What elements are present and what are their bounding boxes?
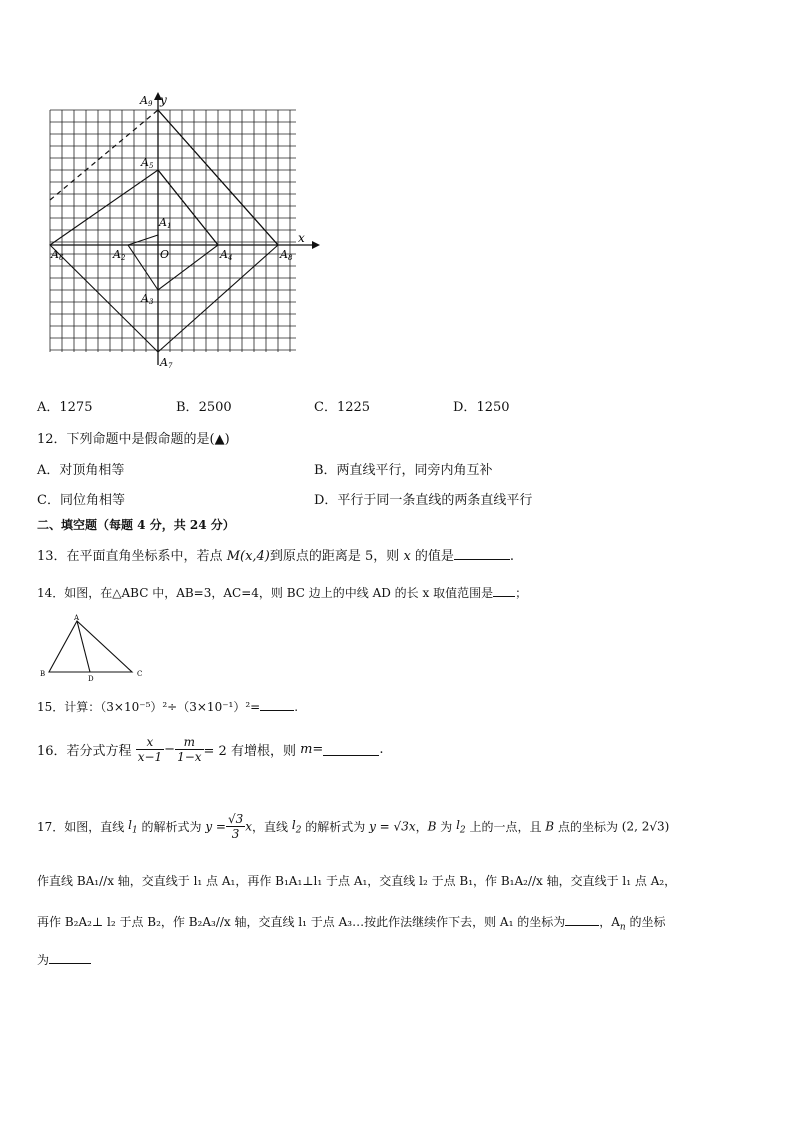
q16-answer-blank[interactable] — [323, 743, 379, 756]
label-a6: A6 — [51, 248, 64, 262]
tri-label-a: A — [74, 614, 80, 622]
q17-answer-blank-2[interactable] — [49, 951, 91, 964]
label-a7: A7 — [160, 356, 173, 370]
q13-answer-blank[interactable] — [454, 547, 510, 560]
label-a5: A5 — [141, 156, 154, 170]
section-heading-fill-in: 二、填空题（每题 4 分，共 24 分） — [37, 518, 235, 532]
q13: 13．在平面直角坐标系中，若点 M(x,4)到原点的距离是 5，则 x 的值是 . — [37, 549, 515, 564]
q16: 16．若分式方程 $\frac{x}{x-1}$ − $\frac{m}{1-x}$ = 2 有增根，则 m= . — [37, 735, 384, 764]
tri-label-d: D — [88, 675, 94, 683]
label-a3: A3 — [141, 292, 154, 306]
q15-answer-blank[interactable] — [260, 698, 294, 711]
label-a1: A1 — [159, 216, 172, 230]
q12-option-a[interactable]: A．对顶角相等 — [37, 463, 125, 478]
coordinate-grid-figure — [40, 90, 330, 375]
q12-option-b[interactable]: B．两直线平行，同旁内角互补 — [314, 463, 493, 478]
square-side-a5-a6 — [158, 170, 218, 245]
q12-stem: 12．下列命题中是假命题的是(▲) — [37, 432, 230, 447]
q11-option-a[interactable]: A．1275 — [37, 400, 93, 415]
q17-line-4: 为 — [37, 951, 91, 968]
label-o: O — [160, 248, 170, 261]
x-axis-arrow-icon — [312, 241, 320, 249]
q11-option-c[interactable]: C．1225 — [314, 400, 371, 415]
dashed-line — [50, 110, 158, 200]
q14: 14．如图，在△ABC 中，AB=3，AC=4，则 BC 边上的中线 AD 的长 x 取值范围是 ； — [37, 586, 528, 600]
q17-fraction: $\frac{√3}{3}$ — [227, 812, 244, 841]
tri-label-c: C — [137, 670, 143, 678]
label-a8: A8 — [280, 248, 293, 262]
tri-label-b: B — [40, 670, 46, 678]
triangle-abc — [49, 621, 132, 672]
q16-fraction-2: $\frac{m}{1-x}$ — [177, 735, 202, 764]
q16-fraction-1: $\frac{x}{x-1}$ — [137, 735, 163, 764]
grid-lines — [50, 110, 296, 352]
triangle-figure — [36, 612, 156, 684]
label-a4: A4 — [220, 248, 233, 262]
q12-option-c[interactable]: C．同位角相等 — [37, 493, 125, 508]
q11-option-b[interactable]: B．2500 — [176, 400, 232, 415]
label-x: x — [298, 231, 305, 245]
label-y: y — [160, 93, 167, 107]
q17-line-1: 17．如图，直线 $l_1$ 的解析式为 y = $\frac{√3}{3}$ x，直线 $l_2$ 的解析式为 y = √3x，B 为 $l_2$ 上的一点，且 B 点的坐标为 (2, 2√3) — [37, 812, 670, 841]
label-a2: A2 — [113, 248, 126, 262]
q17-answer-blank-1[interactable] — [565, 913, 599, 926]
label-a9: A9 — [140, 94, 153, 108]
q14-answer-blank[interactable] — [493, 584, 515, 597]
median-ad — [77, 621, 90, 672]
q15: 15．计算：（3×10⁻⁵）²÷（3×10⁻¹）²= . — [37, 700, 299, 714]
q17-line-2: 作直线 BA₁//x 轴，交直线于 l₁ 点 A₁，再作 B₁A₁⊥l₁ 于点 A₁，交直线 l₂ 于点 B₁，作 B₁A₂//x 轴，交直线于 l₁ 点 A₂， — [37, 874, 677, 888]
q11-option-d[interactable]: D．1250 — [453, 400, 510, 415]
q17-line-3: 再作 B₂A₂⊥ l₂ 于点 B₂，作 B₂A₃//x 轴，交直线 l₁ 于点 A₃…按此作法继续作下去，则 A₁ 的坐标为 ，$A_n$ 的坐标 — [37, 915, 666, 933]
q12-option-d[interactable]: D．平行于同一条直线的两条直线平行 — [314, 493, 533, 508]
